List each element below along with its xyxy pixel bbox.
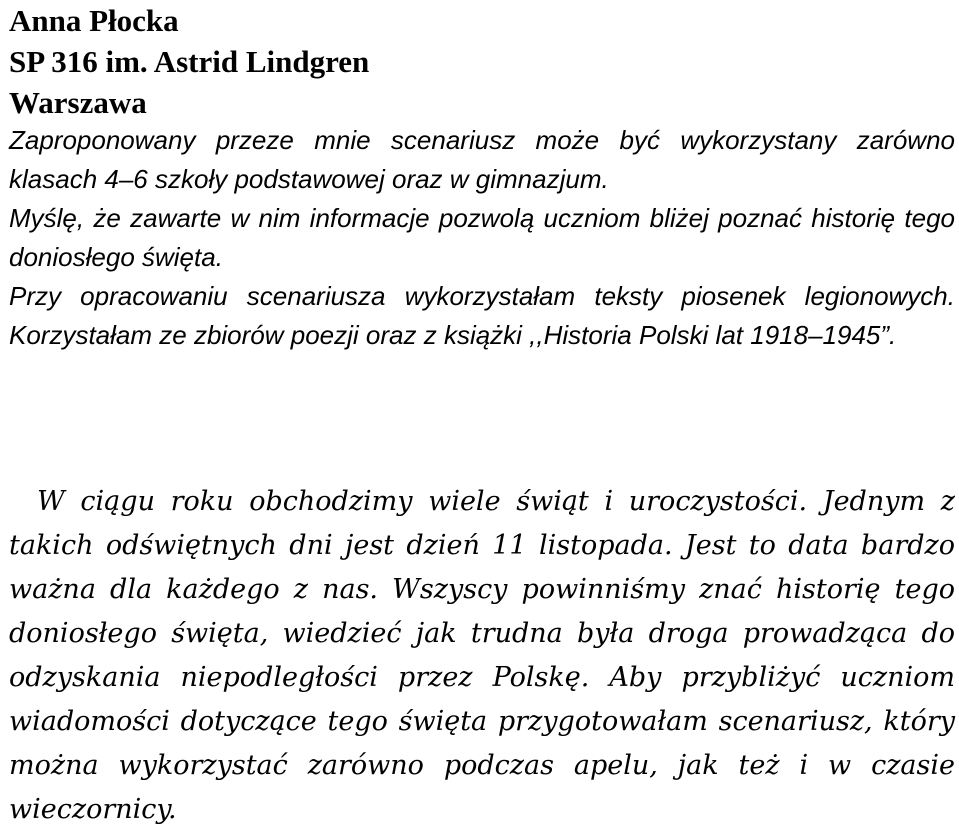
intro-paragraph-purpose: Myślę, że zawarte w nim informacje pozwolą uczniom bliżej poznać historię tego doniosłego święta. bbox=[9, 203, 955, 272]
intro-section bbox=[9, 121, 955, 355]
author-header bbox=[9, 0, 369, 123]
school-name: SP 316 im. Astrid Lindgren bbox=[9, 44, 370, 79]
city-name: Warszawa bbox=[9, 85, 147, 120]
main-paragraph: W ciągu roku obchodzimy wiele świąt i uroczystości. Jednym z takich odświętnych dni jest dzień 11 listopada. Jest to data bardzo ważna dla każdego z nas. Wszyscy powinniśmy znać historię tego doniosłego święta, wiedzieć jak trudna była droga prowadząca do odzyskania niepodległości przez Polskę. Aby przybliżyć uczniom wiadomości dotyczące tego święta przygotowałam scenariusz, który można wykorzystać zarówno podczas apelu, jak też i w czasie wieczornicy. bbox=[9, 486, 955, 825]
intro-paragraph-sources: Przy opracowaniu scenariusza wykorzystałam teksty piosenek legionowych. Korzystałam ze zbiorów poezji oraz z książki ,,Historia Polski lat 1918–1945”. bbox=[9, 281, 955, 350]
intro-paragraph-usage: Zaproponowany przeze mnie scenariusz może być wykorzystany zarówno klasach 4–6 szkoły podstawowej oraz w gimnazjum. bbox=[9, 125, 955, 194]
author-name: Anna Płocka bbox=[9, 3, 179, 38]
main-text-section bbox=[9, 480, 955, 832]
